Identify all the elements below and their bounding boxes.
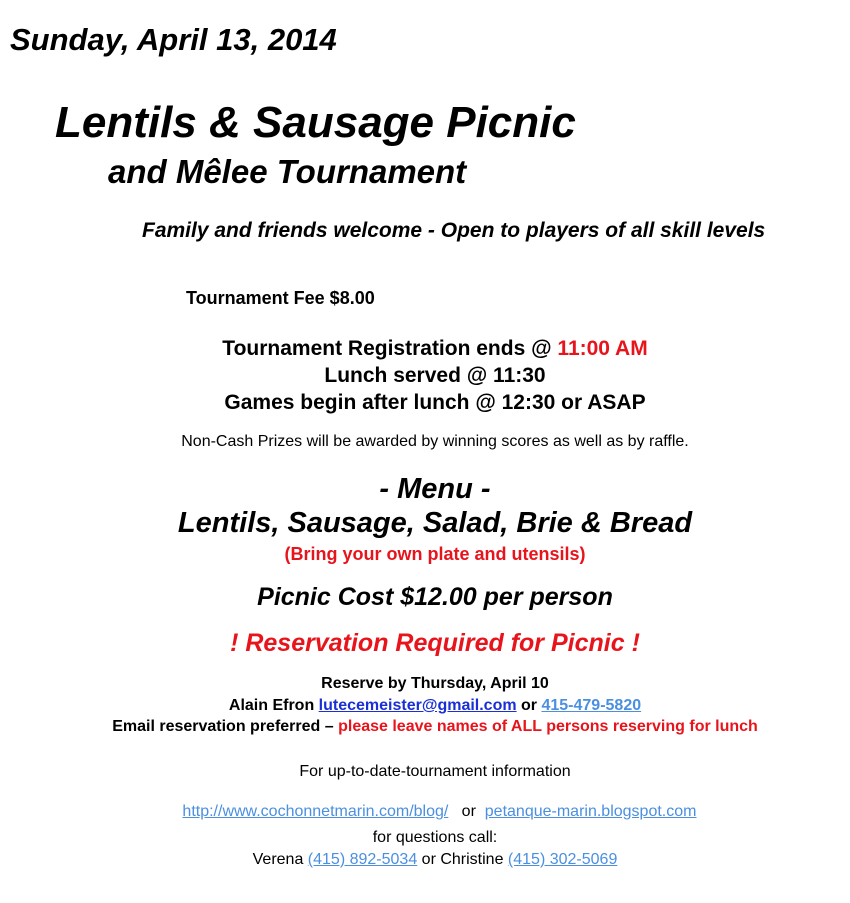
registration-label: Tournament Registration ends @ (222, 337, 558, 360)
christine-phone-link[interactable]: (415) 302-5069 (507, 851, 618, 868)
verena-phone-link[interactable]: (415) 892-5034 (307, 851, 418, 868)
reservation-deadline: Reserve by Thursday, April 10 (321, 675, 549, 692)
questions-phones (0, 851, 850, 869)
email-preferred-note: please leave names of ALL persons reserving for lunch (338, 718, 758, 735)
contact-verena: Verena (252, 851, 308, 868)
info-separator: or (448, 803, 485, 820)
email-preferred-label: Email reservation preferred – (112, 718, 339, 735)
menu-note: (Bring your own plate and utensils) (284, 544, 586, 564)
games-line: Games begin after lunch @ 12:30 or ASAP (224, 391, 646, 414)
contact-email-link[interactable]: lutecemeister@gmail.com (318, 697, 517, 714)
prizes-line: Non-Cash Prizes will be awarded by winning scores as well as by raffle. (181, 433, 689, 450)
email-preferred-line (0, 718, 850, 736)
event-title: Lentils & Sausage Picnic (55, 98, 576, 147)
event-date: Sunday, April 13, 2014 (10, 22, 337, 57)
contact-christine: or Christine (417, 851, 508, 868)
questions-label: for questions call: (372, 829, 498, 846)
registration-time: 11:00 AM (557, 337, 648, 360)
menu-heading: - Menu - (379, 473, 491, 505)
menu-items: Lentils, Sausage, Salad, Brie & Bread (177, 507, 693, 539)
contact-name: Alain Efron (228, 697, 319, 714)
registration-line (0, 337, 850, 361)
event-subtitle: and Mêlee Tournament (108, 153, 467, 190)
picnic-cost: Picnic Cost $12.00 per person (257, 583, 613, 611)
tournament-fee: Tournament Fee $8.00 (186, 288, 375, 308)
blogspot-link[interactable]: petanque-marin.blogspot.com (484, 803, 697, 820)
contact-or: or (516, 697, 542, 714)
reservation-contact (0, 697, 850, 715)
lunch-line: Lunch served @ 11:30 (324, 364, 546, 387)
contact-phone-link[interactable]: 415-479-5820 (541, 697, 642, 714)
blog-link[interactable]: http://www.cochonnetmarin.com/blog/ (182, 803, 449, 820)
info-label: For up-to-date-tournament information (299, 763, 571, 780)
reservation-required: ! Reservation Required for Picnic ! (230, 629, 640, 657)
info-links (0, 785, 850, 821)
welcome-line: Family and friends welcome - Open to players of all skill levels (142, 219, 766, 242)
